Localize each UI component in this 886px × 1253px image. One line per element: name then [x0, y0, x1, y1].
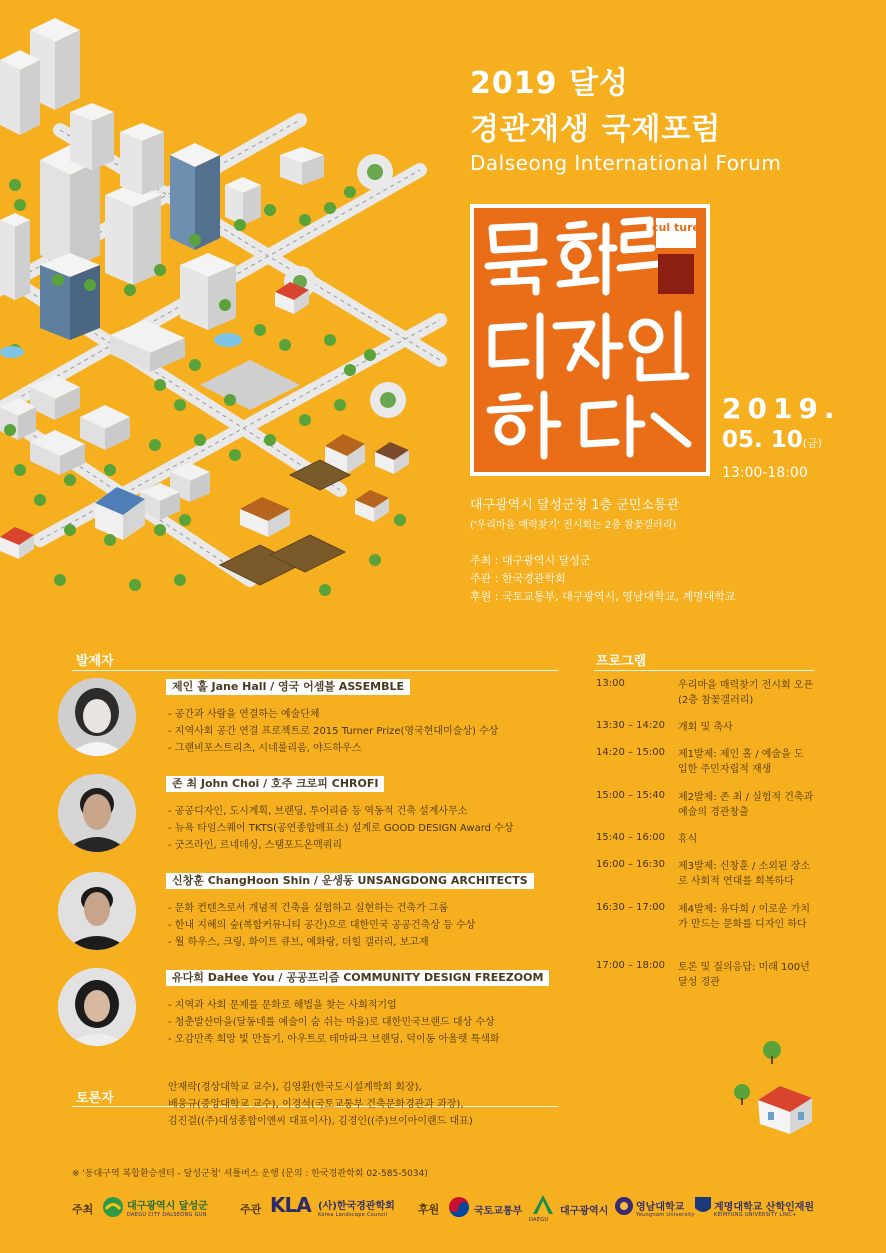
program-desc-3: 제1발제: 제인 홀 / 예술을 도입한 주민자립적 재생 — [678, 749, 804, 775]
sponsor-daegu: 대구광역시 — [560, 1206, 609, 1217]
discussant-line-3: 김진걸((주)대성종합이앤씨 대표이사), 김경인((주)브이아이랜드 대표) — [168, 1116, 473, 1127]
sponsor-yeungnam: 영남대학교 — [636, 1202, 685, 1213]
footer-host-sub: DAEGU CITY DALSEONG GUN — [127, 1212, 207, 1218]
city-illustration — [0, 0, 450, 620]
footer-sponsor-label: 후원 — [418, 1203, 440, 1216]
event-time: 13:00-18:00 — [722, 465, 808, 481]
sponsor-line: 후원 : 국토교통부, 대구광역시, 영남대학교, 계명대학교 — [470, 590, 736, 603]
speaker-2-line-2: - 뉴욕 타임스퀘어 TKTS(공연종합매표소) 설계로 GOOD DESIGN Award 수상 — [168, 823, 514, 834]
discussant-line-2: 배웅규(중앙대학교 교수), 이경석(국토교통부 건축문화경관과 과장), — [168, 1099, 464, 1110]
program-time-5: 15:40 – 16:00 — [596, 832, 665, 843]
discussant-line-1: 안재락(경상대학교 교수), 김영환(한국도시설계학회 회장), — [168, 1082, 422, 1093]
speaker-2-line-1: - 공공디자인, 도시계획, 브랜딩, 투어리즘 등 역동적 건축 설계사무소 — [168, 806, 468, 817]
program-desc-1: 우리마을 매력찾기 전시회 오픈 (2층 참꽃갤러리) — [678, 680, 814, 706]
speaker-tag-3: 신창훈 ChangHoon Shin / 운생동 UNSANGDONG ARCHITECTS — [166, 873, 534, 889]
program-desc-2: 개회 및 축사 — [678, 722, 733, 733]
program-time-6: 16:00 – 16:30 — [596, 859, 665, 870]
program-desc-5: 휴식 — [678, 834, 698, 845]
title-line1: 2019 달성 — [470, 66, 629, 101]
speaker-4-line-2: - 청춘발산마을(달동네를 예술이 숨 쉬는 마을)로 대한민국브랜드 대상 수상 — [168, 1017, 495, 1028]
event-date-year: 2019. — [722, 392, 841, 425]
speaker-3-line-3: - 월 하우스, 크링, 화이트 큐브, 예화랑, 더힐 갤러리, 보고재 — [168, 937, 429, 948]
title-line2: 경관재생 국제포럼 — [470, 112, 722, 147]
organizer-line: 주관 : 한국경관학회 — [470, 572, 566, 585]
speaker-tag-4: 유다희 DaHee You / 공공프리즘 COMMUNITY DESIGN FREEZOOM — [166, 970, 549, 986]
forum-logo — [470, 204, 710, 476]
house-illustration — [720, 1036, 840, 1136]
event-venue: 대구광역시 달성군청 1층 군민소통관 — [470, 498, 680, 513]
keimyung-emblem-icon — [694, 1196, 712, 1216]
speaker-1-line-3: - 그랜비포스트리츠, 시네룰리움, 야드하우스 — [168, 743, 362, 754]
speaker-avatar-4 — [58, 968, 136, 1046]
speaker-avatar-1 — [58, 678, 136, 756]
footer-host-name: 대구광역시 달성군 — [127, 1201, 208, 1212]
molit-taegeuk-icon — [448, 1196, 470, 1218]
speaker-3-line-2: - 한내 지혜의 숲(복합커뮤니티 공간)으로 대한민국 공공건축상 등 수상 — [168, 920, 476, 931]
program-desc-8: 토론 및 질의응답: 미래 100년 달성 경관 — [678, 962, 810, 988]
yeungnam-emblem-icon — [614, 1196, 634, 1216]
program-divider — [594, 670, 814, 671]
dalseong-emblem-icon — [102, 1196, 124, 1218]
host-line: 주최 : 대구광역시 달성군 — [470, 554, 591, 567]
sponsor-molit: 국토교통부 — [474, 1206, 523, 1217]
program-desc-6: 제3발제: 신창훈 / 소외된 장소로 사회적 연대를 회복하다 — [678, 861, 811, 887]
speaker-4-line-3: - 오감만족 희망 빛 만들기, 아우트로 테마파크 브랜딩, 덕이동 아울렛 특색화 — [168, 1034, 500, 1045]
sponsor-yeungnam-sub: Yeungnam University — [636, 1212, 695, 1218]
speakers-heading: 발제자 — [76, 654, 114, 669]
program-time-2: 13:30 – 14:20 — [596, 720, 665, 731]
footer-organizer-sub: Korea Landscape Council — [318, 1212, 388, 1218]
speaker-4-line-1: - 지역과 사회 문제를 문화로 해법을 찾는 사회적기업 — [168, 1000, 397, 1011]
program-heading: 프로그램 — [596, 654, 647, 669]
daegu-emblem-icon — [532, 1194, 554, 1216]
discussants-heading: 토론자 — [76, 1091, 114, 1106]
svg-text:cul ture: cul ture — [652, 221, 700, 234]
program-time-8: 17:00 – 18:00 — [596, 960, 665, 971]
event-venue-note: ('우리마을 매력찾기' 전시회는 2층 참꽃갤러리) — [470, 520, 677, 531]
program-desc-4: 제2발제: 존 최 / 실험적 건축과 예술의 경관창출 — [678, 792, 814, 818]
kla-mark: KLA — [270, 1193, 311, 1217]
program-desc-7: 제4발제: 유다희 / 이로운 가치가 만드는 문화를 디자인 하다 — [678, 904, 811, 930]
sponsor-keimyung-sub: KEIMYUNG UNIVERSITY LINC+ — [714, 1212, 797, 1218]
speaker-tag-1: 제인 홀 Jane Hall / 영국 어셈블 ASSEMBLE — [166, 679, 410, 695]
event-date-day: 05. 10(금) — [722, 427, 822, 453]
calligraphy-logo-icon — [474, 208, 706, 472]
speaker-1-line-2: - 지역사회 공간 연결 프로젝트로 2015 Turner Prize(영국현대미술상) 수상 — [168, 726, 499, 737]
dalseong-logo — [102, 1196, 124, 1222]
footer-organizer-label: 주관 — [240, 1203, 262, 1216]
speakers-divider — [72, 670, 558, 671]
sponsor-daegu-sub: DAEGU — [529, 1217, 549, 1223]
speaker-avatar-3 — [58, 872, 136, 950]
speaker-3-line-1: - 문화 컨텐츠로서 개념적 건축을 실험하고 실현하는 건축가 그룹 — [168, 903, 449, 914]
program-time-4: 15:00 – 15:40 — [596, 790, 665, 801]
speaker-tag-2: 존 최 John Choi / 호주 크로피 CHROFI — [166, 776, 384, 792]
title-english: Dalseong International Forum — [470, 151, 782, 175]
speaker-avatar-2 — [58, 774, 136, 852]
program-time-7: 16:30 – 17:00 — [596, 902, 665, 913]
sponsor-keimyung: 계명대학교 산학인재원 — [714, 1202, 815, 1213]
speaker-2-line-3: - 굿즈라인, 르네데싱, 스탬포드온맥쿼리 — [168, 840, 343, 851]
program-time-1: 13:00 — [596, 678, 625, 689]
speaker-1-line-1: - 공간과 사람을 연결하는 예술단체 — [168, 709, 320, 720]
program-time-3: 14:20 – 15:00 — [596, 747, 665, 758]
footer-organizer-name: (사)한국경관학회 — [318, 1201, 395, 1212]
shuttle-footnote: ※ '동대구역 복합환승센터 - 달성군청' 셔틀버스 운행 (문의 : 한국경관학회 02-585-5034) — [72, 1169, 428, 1179]
footer-host-label: 주최 — [72, 1203, 94, 1216]
